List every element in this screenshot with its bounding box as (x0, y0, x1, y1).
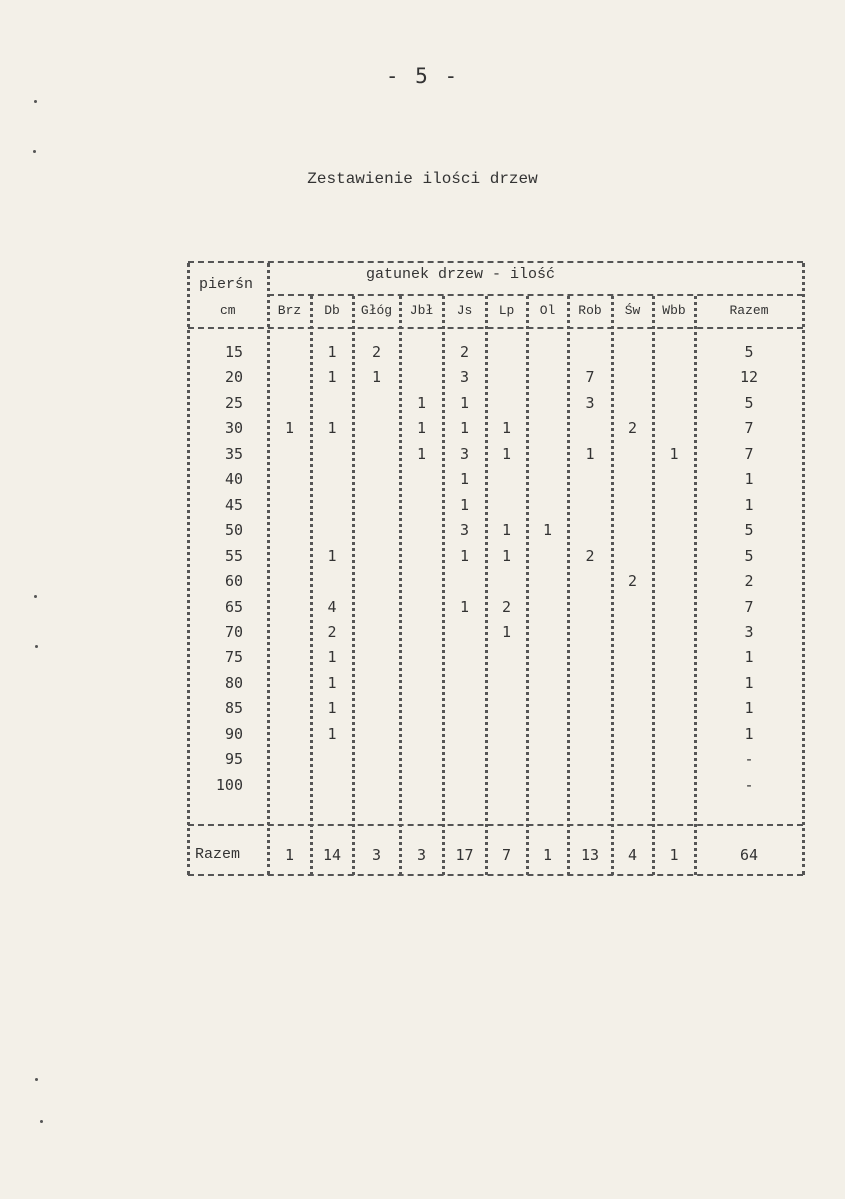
row-total: 1 (744, 495, 754, 514)
table-cell: 1 (501, 419, 512, 438)
row-total: 12 (739, 368, 759, 387)
diameter-label: 65 (224, 597, 243, 616)
page-number: - 5 - (385, 64, 460, 88)
diameter-label: 75 (224, 648, 243, 667)
table-cell: 2 (627, 572, 638, 591)
column-total: 3 (416, 846, 427, 864)
table-cell: 3 (459, 368, 470, 387)
table-cell: 2 (459, 343, 470, 361)
column-header: Św (624, 303, 641, 318)
table-col-separator (526, 296, 529, 875)
column-header: Db (324, 303, 340, 318)
diameter-label: 85 (224, 699, 243, 718)
row-total: - (744, 750, 754, 769)
column-total: 17 (455, 846, 474, 864)
table-cell: 2 (327, 622, 337, 641)
table-cell: 2 (627, 419, 638, 438)
row-total: 7 (744, 419, 754, 438)
table-cell: 1 (459, 419, 470, 438)
table-rule-bottom (188, 874, 803, 876)
diameter-label: 70 (224, 622, 243, 641)
row-total: 5 (744, 393, 754, 412)
row-total: 2 (744, 572, 754, 591)
diameter-label: 60 (224, 572, 243, 591)
column-header: Js (456, 303, 473, 318)
table-cell: 1 (327, 546, 337, 565)
column-header: Głóg (360, 303, 393, 318)
table-cell: 1 (284, 419, 295, 438)
table-cell: 2 (501, 597, 512, 616)
diameter-label: 20 (224, 368, 243, 387)
table-cell: 1 (327, 419, 337, 438)
table-cell: 1 (669, 444, 679, 463)
row-total: 1 (744, 673, 754, 692)
diameter-label: 35 (224, 444, 243, 463)
stub-header: pierśn (199, 276, 254, 293)
table-cell: 1 (501, 521, 512, 540)
table-cell: 2 (371, 343, 382, 361)
column-header: Ol (539, 303, 556, 318)
table-cell: 1 (585, 444, 595, 463)
column-total: 64 (739, 846, 759, 864)
table-cell: 1 (327, 724, 337, 743)
table-cell: 1 (459, 393, 470, 412)
column-total: 3 (371, 846, 382, 864)
row-total: 1 (744, 470, 754, 489)
table-cell: 2 (585, 546, 595, 565)
column-header: Razem (729, 303, 769, 318)
diameter-label: 40 (224, 470, 243, 489)
diameter-label: 90 (224, 724, 243, 743)
row-total: 1 (744, 648, 754, 667)
table-rule-header-split (268, 294, 803, 296)
table-cell: 1 (416, 444, 427, 463)
table-cell: 1 (459, 546, 470, 565)
table-cell: 1 (501, 546, 512, 565)
column-header: Jbł (409, 303, 434, 318)
row-total: 1 (744, 724, 754, 743)
diameter-label: 50 (224, 521, 243, 540)
page-title: Zestawienie ilości drzew (307, 170, 538, 188)
table-rule-header-bottom (188, 327, 803, 329)
table-cell: 3 (459, 521, 470, 540)
row-total: 7 (744, 597, 754, 616)
table-cell: 1 (459, 495, 470, 514)
column-total: 13 (580, 846, 600, 864)
column-total: 14 (322, 846, 342, 864)
row-total: 7 (744, 444, 754, 463)
diameter-label: 30 (224, 419, 243, 438)
table-cell: 1 (416, 419, 427, 438)
row-total: 5 (744, 521, 754, 540)
table-cell: 1 (327, 699, 337, 718)
table-cell: 3 (585, 393, 595, 412)
column-total: 1 (284, 846, 295, 864)
diameter-label: 55 (224, 546, 243, 565)
diameter-label: 45 (224, 495, 243, 514)
diameter-label: 25 (224, 393, 243, 412)
column-header: Wbb (662, 303, 686, 318)
table-cell: 1 (501, 444, 512, 463)
table-rule-totals-top (188, 824, 803, 826)
column-header: Lp (498, 303, 515, 318)
column-header: Brz (277, 303, 302, 318)
diameter-label: 95 (224, 750, 243, 769)
group-header: gatunek drzew - ilość (365, 266, 556, 283)
table-cell: 3 (459, 444, 470, 463)
column-total: 1 (542, 846, 553, 864)
table-cell: 4 (327, 597, 337, 616)
column-total: 1 (669, 846, 679, 864)
diameter-label: 100 (215, 775, 243, 794)
stub-header-unit: cm (220, 303, 236, 318)
table-col-separator (187, 263, 190, 875)
row-total: 5 (744, 343, 754, 361)
row-total: - (744, 775, 754, 794)
table-cell: 1 (327, 368, 337, 387)
table-cell: 1 (501, 622, 512, 641)
row-total: 1 (744, 699, 754, 718)
table-cell: 1 (542, 521, 553, 540)
table-cell: 1 (371, 368, 382, 387)
table-cell: 1 (327, 343, 337, 361)
diameter-label: 15 (224, 343, 243, 361)
diameter-label: 80 (224, 673, 243, 692)
table-cell: 1 (459, 597, 470, 616)
row-total: 5 (744, 546, 754, 565)
table-cell: 1 (416, 393, 427, 412)
table-rule-top (188, 261, 803, 263)
column-header: Rob (578, 303, 602, 318)
totals-label: Razem (195, 846, 241, 863)
table-cell: 7 (585, 368, 595, 387)
row-total: 3 (744, 622, 754, 641)
table-cell: 1 (459, 470, 470, 489)
table-cell: 1 (327, 648, 337, 667)
column-total: 7 (501, 846, 512, 864)
column-total: 4 (627, 846, 638, 864)
table-cell: 1 (327, 673, 337, 692)
table-col-separator (267, 263, 270, 875)
